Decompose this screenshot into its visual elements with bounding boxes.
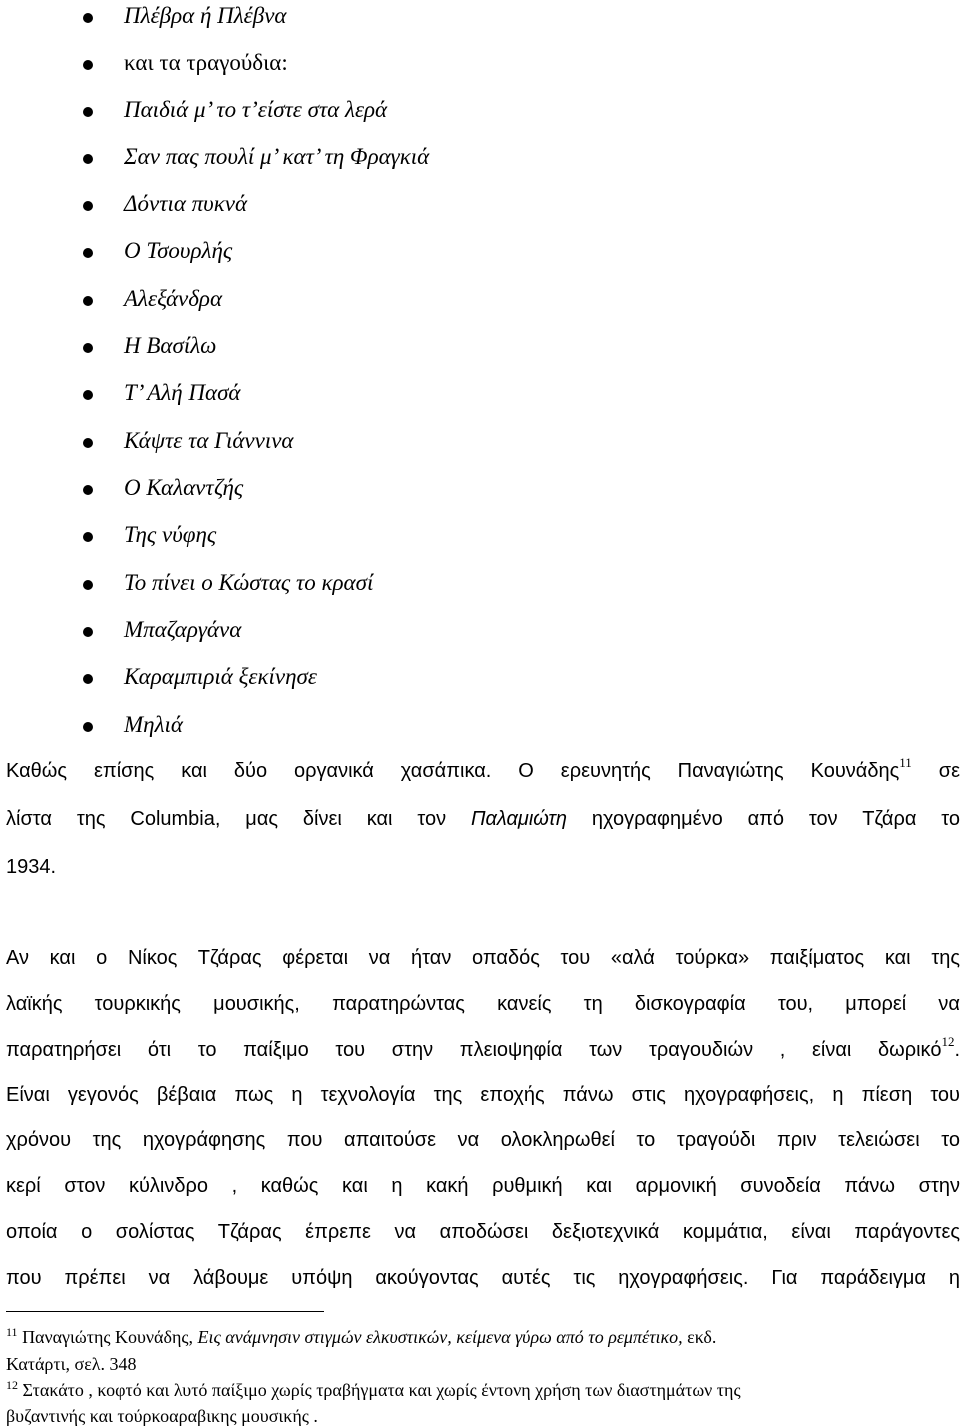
list-item (0, 332, 700, 372)
list-item (0, 379, 700, 419)
bullet-icon (83, 201, 93, 211)
song-title: Δόντια πυκνά (124, 191, 248, 216)
bullet-icon (83, 674, 93, 684)
text-run: . (954, 1039, 960, 1061)
song-title: Τ’ Αλή Πασά (124, 380, 241, 405)
bullet-icon (83, 60, 93, 70)
list-item (0, 190, 700, 230)
bullet-icon (83, 722, 93, 732)
list-item (0, 2, 700, 42)
paragraph-line: 1934. (6, 856, 57, 878)
paragraph-line: οποία ο σολίστας Τζάρας έπρεπε να αποδώσει δεξιοτεχνικά κομμάτια, είναι παράγοντες (6, 1221, 960, 1243)
footnote-line: βυζαντινής και τούρκοαραβικης μουσικής . (6, 1406, 318, 1426)
text-run: λίστα της Columbia, μας δίνει και τον (6, 808, 447, 830)
text-run: ηχογραφημένο από τον Τζάρα το (591, 808, 960, 830)
list-item (0, 237, 700, 277)
paragraph-line: κερί στον κύλινδρο , καθώς και η κακή ρυθμική και αρμονική συνοδεία πάνω στην (6, 1175, 960, 1197)
song-title: Αλεξάνδρα (124, 286, 223, 311)
paragraph-line: χρόνου της ηχογράφησης που απαιτούσε να ολοκληρωθεί το τραγούδι πριν τελειώσει το (6, 1129, 960, 1151)
list-item (0, 49, 700, 89)
paragraph-line: Αν και ο Νίκος Τζάρας φέρεται να ήταν οπαδός του «αλά τούρκα» παιξίματος και της (6, 947, 960, 969)
text-run: Παναγιώτης Κουνάδης, (22, 1327, 193, 1347)
list-item (0, 616, 700, 656)
bullet-icon (83, 154, 93, 164)
song-title: Της νύφης (124, 522, 217, 547)
song-title: Καραμπιριά ξεκίνησε (124, 664, 317, 689)
book-title: Εις ανάμνησιν στιγμών ελκυστικών, κείμενα γύρω από το ρεμπέτικο, (197, 1327, 683, 1347)
bullet-icon (83, 627, 93, 637)
list-item (0, 569, 700, 609)
paragraph-line (6, 805, 960, 833)
song-title: Κάψτε τα Γιάννινα (124, 428, 294, 453)
song-title: Ο Καλαντζής (124, 475, 244, 500)
song-title: Η Βασίλω (124, 333, 217, 358)
footnote-ref: 12 (941, 1034, 955, 1049)
paragraph-line (6, 757, 960, 785)
song-title-inline: Παλαμιώτη (471, 808, 567, 830)
text-run: Στακάτο , κοφτό και λυτό παίξιμο χωρίς τραβήγματα και χωρίς έντονη χρήση των διαστημάτων της (22, 1380, 741, 1400)
bullet-icon (83, 438, 93, 448)
text-run: σε (938, 760, 960, 782)
footnote-11 (6, 1326, 960, 1348)
list-item (0, 427, 700, 467)
footnote-12 (6, 1379, 960, 1401)
list-item (0, 663, 700, 703)
paragraph-line: λαϊκής τουρκικής μουσικής, παρατηρώντας κανείς τη δισκογραφία του, μπορεί να (6, 993, 960, 1015)
song-title: Μηλιά (124, 712, 183, 737)
bullet-icon (83, 580, 93, 590)
footnote-ref: 11 (899, 755, 912, 770)
song-list-intro: και τα τραγούδια: (124, 50, 288, 75)
footnote-line: Κατάρτι, σελ. 348 (6, 1354, 137, 1374)
song-title: Πλέβρα ή Πλέβνα (124, 3, 287, 28)
list-item (0, 474, 700, 514)
paragraph-line (6, 1036, 960, 1064)
footnote-number: 12 (6, 1378, 18, 1392)
list-item (0, 521, 700, 561)
song-title: Μπαζαργάνα (124, 617, 242, 642)
list-item (0, 285, 700, 325)
song-title: Το πίνει ο Κώστας το κρασί (124, 570, 374, 595)
text-run: εκδ. (687, 1327, 717, 1347)
bullet-icon (83, 532, 93, 542)
footnote-divider (6, 1311, 324, 1312)
song-title: Ο Τσουρλής (124, 238, 233, 263)
song-title: Παιδιά μ’ το τ’είστε στα λερά (124, 97, 388, 122)
text-run: παρατηρήσει ότι το παίξιμο του στην πλειοψηφία των τραγουδιών , είναι δωρικό (6, 1039, 942, 1061)
paragraph-line: που πρέπει να λάβουμε υπόψη ακούγοντας αυτές τις ηχογραφήσεις. Για παράδειγμα η (6, 1267, 960, 1289)
paragraph-line: Είναι γεγονός βέβαια πως η τεχνολογία της εποχής πάνω στις ηχογραφήσεις, η πίεση του (6, 1084, 960, 1106)
list-item (0, 143, 700, 183)
bullet-icon (83, 13, 93, 23)
bullet-icon (83, 296, 93, 306)
footnote-number: 11 (6, 1325, 18, 1339)
bullet-icon (83, 343, 93, 353)
list-item (0, 711, 700, 751)
bullet-icon (83, 107, 93, 117)
text-run: Καθώς επίσης και δύο οργανικά χασάπικα. Ο ερευνητής Παναγιώτης Κουνάδης (6, 760, 900, 782)
list-item (0, 96, 700, 136)
bullet-icon (83, 248, 93, 258)
bullet-icon (83, 390, 93, 400)
song-title: Σαν πας πουλί μ’ κατ’ τη Φραγκιά (124, 144, 430, 169)
bullet-icon (83, 485, 93, 495)
